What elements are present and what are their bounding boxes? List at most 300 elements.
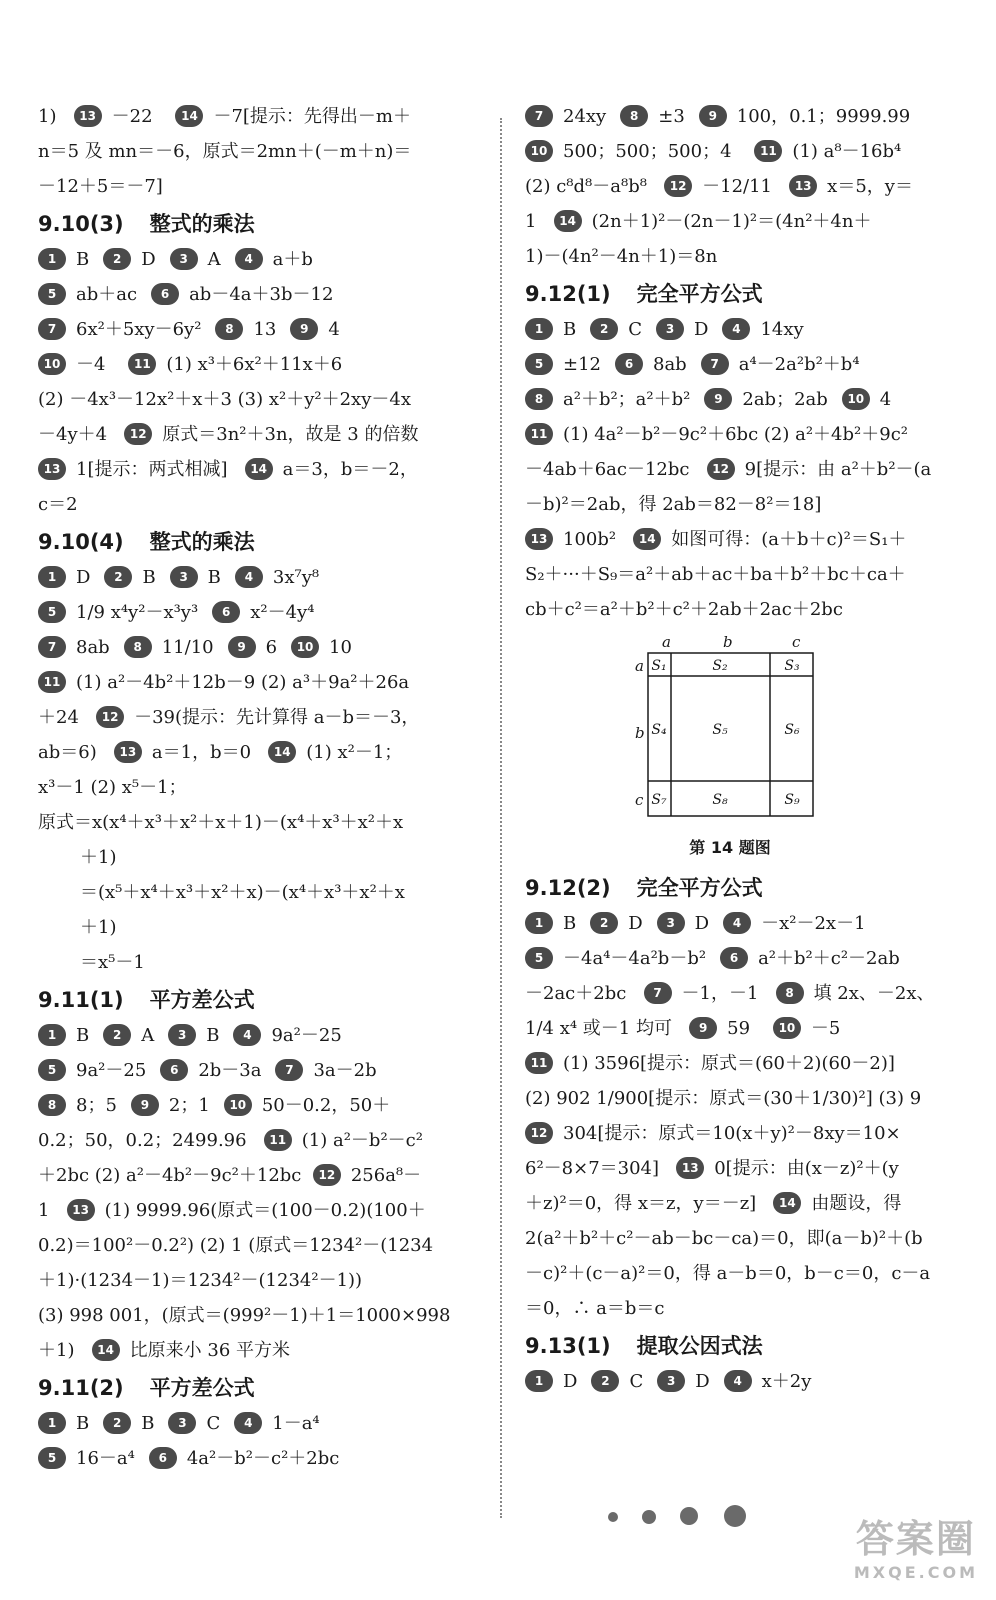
answer-text: D [76,567,91,588]
answer-item [224,1094,390,1118]
answer-text: 3a－2b [313,1060,377,1081]
answer-text: ±3 [658,106,685,127]
answer-line: 0.2)＝100²－0.2²) (2) 1 (原式＝1234²－(1234 [38,1235,434,1256]
answer-item [215,318,276,342]
left-column [38,105,478,1482]
question-number-badge: 1 [38,1024,66,1046]
question-number-badge: 3 [656,318,684,340]
cell-s3: S₃ [784,658,800,674]
answer-text: D [141,249,156,270]
answer-text: B [206,1025,220,1046]
answer-item [701,353,860,377]
answer-text: 4a²－b²－c²＋2bc [186,1448,340,1469]
answer-line: －2ac＋2bc 7 －1，－1 8 填 2x、－2x、 [525,983,935,1004]
question-number-badge: 4 [233,1024,261,1046]
area-diagram-svg [615,633,815,823]
answer-row [525,947,965,971]
answer-item [170,248,221,272]
right-column [525,105,965,1405]
answer-line: 11 (1) a²－4b²＋12b－9 (2) a³＋9a²＋26a [38,671,478,695]
answer-item [228,636,277,660]
answer-text: D [563,1371,578,1392]
answer-text: 2ab；2ab [742,389,828,410]
answer-line: cb＋c²＝a²＋b²＋c²＋2ab＋2ac＋2bc [525,599,843,620]
answer-item [168,1024,219,1048]
section-heading: 9.12(2) 完全平方公式 [525,876,763,900]
answer-line: x³－1 (2) x⁵－1； [38,777,187,798]
question-number-badge: 9 [228,636,256,658]
answer-text: 4 [328,319,340,340]
question-number-badge: 10 [525,140,553,162]
answer-line: －12＋5＝－7] [38,176,163,197]
question-number-badge: 8 [124,636,152,658]
question-number-badge: 7 [275,1059,303,1081]
answer-item [290,318,339,342]
answer-text: C [629,1371,644,1392]
decoration-dot [642,1510,656,1524]
answer-line: (2) －4x³－12x²＋x＋3 (3) x²＋y²＋2xy－4x [38,389,411,410]
answer-item [724,1370,812,1394]
section-heading: 9.11(2) 平方差公式 [38,1376,255,1400]
question-number-badge: 4 [724,1370,752,1392]
answer-item [723,912,865,936]
question-number-badge: 2 [103,248,131,270]
answer-item [38,1447,135,1471]
question-number-badge: 4 [235,248,263,270]
question-number-badge: 14 [268,741,296,763]
answer-row [525,105,965,129]
answer-text: 1－a⁴ [272,1413,320,1434]
answer-item [103,1412,154,1436]
question-number-badge: 6 [160,1059,188,1081]
answer-item [38,636,110,660]
answer-text: 24xy [563,106,607,127]
answer-item [657,912,709,936]
answer-line: (2) c⁸d⁸－a⁸b⁸ 12 －12/11 13 x＝5，y＝ [525,176,913,197]
answer-row [38,248,478,272]
answer-item [722,318,803,342]
answer-item [704,388,827,412]
answer-text: B [563,319,577,340]
answer-item [720,947,900,971]
answer-text: B [563,913,577,934]
answer-line: ＝(x⁵＋x⁴＋x³＋x²＋x)－(x⁴＋x³＋x²＋x [80,882,405,903]
answer-text: －4a⁴－4a²b－b² [563,948,707,969]
answer-item [38,283,137,307]
answer-item [168,1412,220,1436]
question-number-badge: 12 [96,706,124,728]
question-number-badge: 3 [170,248,198,270]
answer-line: 1 13 (1) 9999.96(原式＝(100－0.2)(100＋ [38,1200,426,1221]
question-number-badge: 2 [590,318,618,340]
question-number-badge: 1 [525,318,553,340]
question-number-badge: 5 [38,1059,66,1081]
answer-item [103,1024,154,1048]
answer-item [151,283,333,307]
question-number-badge: 3 [170,566,198,588]
answer-text: B [207,567,221,588]
answer-line: ＋24 12 －39(提示：先计算得 a－b＝－3， [38,707,420,728]
answer-line: 10 500；500；500；4 11 (1) a⁸－16b⁴ [525,140,965,164]
answer-row [38,1094,478,1118]
answer-item [38,566,90,590]
cell-s7: S₇ [651,792,667,808]
answer-text: 2；1 [168,1095,210,1116]
answer-text: 8ab [76,637,110,658]
question-number-badge: 6 [212,601,240,623]
question-number-badge: 5 [38,601,66,623]
question-number-badge: 11 [525,1052,553,1074]
answer-line: 0.2；50，0.2；2499.96 11 (1) a²－b²－c² [38,1130,423,1151]
answer-line: 13 100b² 14 如图可得：(a＋b＋c)²＝S₁＋ [525,528,965,552]
answer-line: 1)－(4n²－4n＋1)＝8n [525,246,718,267]
answer-row [38,283,478,307]
answer-item [699,105,910,129]
question-number-badge: 12 [707,458,735,480]
cell-s5: S₅ [712,722,728,738]
question-number-badge: 8 [38,1094,66,1116]
answer-item [590,912,642,936]
section-heading: 9.11(1) 平方差公式 [38,988,255,1012]
answer-text: 10 [329,637,352,658]
question-number-badge: 3 [657,1370,685,1392]
answer-text: 16－a⁴ [76,1448,135,1469]
answer-row [525,388,965,412]
cell-s1: S₁ [651,658,667,674]
question-number-badge: 14 [245,458,273,480]
question-number-badge: 13 [114,741,142,763]
cell-s9: S₉ [784,792,800,808]
answer-line: (2) 902 1/900[提示：原式＝(30＋1/30)²] (3) 9 [525,1088,922,1109]
cell-s6: S₆ [784,722,800,738]
answer-line: ＝0，∴ a＝b＝c [525,1298,665,1319]
answer-row [38,318,478,342]
question-number-badge: 10 [291,636,319,658]
answer-text: a²＋b²＋c²－2ab [758,948,900,969]
question-number-badge: 2 [104,566,132,588]
question-number-badge: 14 [92,1339,120,1361]
answer-line: 2(a²＋b²＋c²－ab－bc－ca)＝0，即(a－b)²＋(b [525,1228,923,1249]
answer-text: 6x²＋5xy－6y² [76,319,202,340]
answer-line: ＋z)²＝0，得 x＝z，y＝－z] 14 由题设，得 [525,1193,902,1214]
question-number-badge: 13 [74,105,102,127]
question-number-badge: 6 [615,353,643,375]
decoration-dot [608,1512,618,1522]
cell-s8: S₈ [712,792,728,808]
side-label-b: b [635,724,645,742]
answer-text: 11/10 [161,637,214,658]
answer-line: 13 1[提示：两式相减] 14 a＝3，b＝－2， [38,458,478,482]
answer-line: 11 (1) 4a²－b²－9c²＋6bc (2) a²＋4b²＋9c² [525,423,965,447]
answer-line: －c)²＋(c－a)²＝0，得 a－b＝0，b－c＝0，c－a [525,1263,931,1284]
answer-text: 1/9 x⁴y²－x³y³ [76,602,199,623]
answer-item [525,388,690,412]
answer-text: 4 [879,389,892,410]
answer-item [235,248,313,272]
cell-s2: S₂ [712,658,728,674]
watermark-url: MXQE.COM [853,1563,978,1582]
question-number-badge: 13 [676,1157,704,1179]
answer-row [38,636,478,660]
answer-row [525,1370,965,1394]
answer-line: 12 304[提示：原式＝10(x＋y)²－8xy＝10× [525,1122,965,1146]
answer-text: 6 [265,637,278,658]
question-number-badge: 1 [525,912,553,934]
answer-line: n＝5 及 mn＝－6，原式＝2mn＋(－m＋n)＝ [38,141,412,162]
answer-text: ±12 [563,354,601,375]
question-number-badge: 4 [235,566,263,588]
answer-item [131,1094,210,1118]
question-number-badge: 5 [525,353,553,375]
site-watermark [854,1508,978,1582]
answer-item [525,1370,577,1394]
answer-item [124,636,214,660]
section-heading: 9.13(1) 提取公因式法 [525,1334,763,1358]
answer-item [234,1412,319,1436]
question-number-badge: 3 [168,1024,196,1046]
answer-text: －x²－2x－1 [761,913,866,934]
answer-line: ＋1) [80,917,117,938]
question-number-badge: 9 [689,1017,717,1039]
answer-item [104,566,155,590]
section-heading: 9.10(4) 整式的乘法 [38,530,255,554]
question-number-badge: 7 [644,982,672,1004]
answer-item [620,105,685,129]
answer-row [525,318,965,342]
question-number-badge: 6 [149,1447,177,1469]
answer-item [525,912,576,936]
question-number-badge: 4 [723,912,751,934]
answer-text: ab＋ac [76,284,138,305]
answer-text: a⁴－2a²b²＋b⁴ [738,354,860,375]
answer-text: B [141,1413,155,1434]
answer-text: 50－0.2，50＋ [261,1095,391,1116]
answer-item [38,248,89,272]
answer-item [38,1024,89,1048]
answer-line: 1 14 (2n＋1)²－(2n－1)²＝(4n²＋4n＋ [525,211,872,232]
answer-item [38,1412,89,1436]
answer-text: 3x⁷y⁸ [272,567,320,588]
answer-text: D [694,319,709,340]
answer-item [235,566,319,590]
answer-line: －b)²＝2ab，得 2ab＝82－8²＝18] [525,494,822,515]
answer-row [38,566,478,590]
answer-text: ab－4a＋3b－12 [189,284,334,305]
answer-text: B [76,1413,90,1434]
question-number-badge: 13 [67,1199,95,1221]
answer-item [525,353,601,377]
question-number-badge: 14 [633,528,661,550]
answer-text: 8ab [653,354,687,375]
decoration-dot [724,1505,746,1527]
question-number-badge: 6 [151,283,179,305]
question-number-badge: 8 [525,388,553,410]
question-number-badge: 7 [701,353,729,375]
answer-item [525,105,606,129]
answer-line: S₂＋···＋S₉＝a²＋ab＋ac＋ba＋b²＋bc＋ca＋ [525,564,906,585]
answer-item [275,1059,376,1083]
question-number-badge: 8 [620,105,648,127]
question-number-badge: 2 [590,912,618,934]
question-number-badge: 6 [720,947,748,969]
answer-line: c＝2 [38,494,78,515]
answer-line: 1) 13 －22 14 －7[提示：先得出－m＋ [38,106,411,127]
answer-line: －4y＋4 12 原式＝3n²＋3n，故是 3 的倍数 [38,424,419,445]
side-label-a: a [635,657,644,675]
question-number-badge: 3 [168,1412,196,1434]
section-heading: 9.12(1) 完全平方公式 [525,282,763,306]
question-number-badge: 1 [38,566,66,588]
answer-row [38,601,478,625]
question-number-badge: 3 [657,912,685,934]
answer-text: x＋2y [761,1371,812,1392]
answer-item [233,1024,341,1048]
question-number-badge: 1 [38,1412,66,1434]
question-number-badge: 8 [215,318,243,340]
question-number-badge: 14 [175,105,203,127]
answer-line: 1/4 x⁴ 或－1 均可 9 59 10 －5 [525,1018,841,1039]
answer-row [38,1447,478,1471]
answer-text: 100，0.1；9999.99 [736,106,911,127]
question-number-badge: 4 [234,1412,262,1434]
answer-line: ＝x⁵－1 [80,952,145,973]
answer-item [657,1370,709,1394]
question-number-badge: 10 [842,388,870,410]
answer-item [291,636,352,660]
question-number-badge: 1 [525,1370,553,1392]
answer-row [38,1059,478,1083]
answer-item [615,353,687,377]
question-number-badge: 14 [773,1192,801,1214]
answer-line: 10 －4 11 (1) x³＋6x²＋11x＋6 [38,353,478,377]
question-number-badge: 11 [264,1129,292,1151]
question-number-badge: 11 [525,423,553,445]
question-number-badge: 9 [704,388,732,410]
top-label-b: b [723,633,733,651]
question-number-badge: 11 [128,353,156,375]
column-divider [500,118,502,1518]
question-number-badge: 7 [38,636,66,658]
question-number-badge: 5 [38,1447,66,1469]
answer-text: 14xy [760,319,804,340]
answer-line: －4ab＋6ac－12bc 12 9[提示：由 a²＋b²－(a [525,459,932,480]
answer-item [525,947,706,971]
answer-item [656,318,708,342]
question-number-badge: 8 [776,982,804,1004]
question-number-badge: 9 [699,105,727,127]
question-number-badge: 5 [525,947,553,969]
question-number-badge: 9 [131,1094,159,1116]
watermark-logo-text: 答案圈 [855,1517,976,1561]
question-number-badge: 12 [313,1164,341,1186]
answer-row [38,1024,478,1048]
question-number-badge: 12 [525,1122,553,1144]
answer-text: A [141,1025,155,1046]
answer-line: (3) 998 001，(原式＝(999²－1)＋1＝1000×998 [38,1305,451,1326]
section-heading: 9.10(3) 整式的乘法 [38,212,255,236]
answer-text: 9a²－25 [271,1025,342,1046]
answer-item [842,388,891,412]
question-number-badge: 13 [525,528,553,550]
side-label-c: c [635,791,644,809]
question-number-badge: 9 [290,318,318,340]
answer-item [591,1370,643,1394]
question-number-badge: 2 [103,1024,131,1046]
answer-row [525,912,965,936]
answer-text: D [695,1371,710,1392]
answer-row [525,353,965,377]
answer-text: A [207,249,221,270]
question-number-badge: 1 [38,248,66,270]
question-number-badge: 14 [554,210,582,232]
question-number-badge: 11 [38,671,66,693]
answer-text: 9a²－25 [76,1060,147,1081]
answer-text: C [206,1413,221,1434]
answer-text: B [76,1025,90,1046]
square-diagram [525,633,965,827]
answer-text: x²－4y⁴ [250,602,315,623]
question-number-badge: 4 [722,318,750,340]
answer-text: C [628,319,643,340]
figure-caption: 第 14 题图 [689,838,771,857]
question-number-badge: 13 [38,458,66,480]
answer-text: a²＋b²；a²＋b² [563,389,691,410]
answer-line: 6²－8×7＝304] 13 0[提示：由(x－z)²＋(y [525,1158,899,1179]
answer-text: B [76,249,90,270]
cell-s4: S₄ [651,722,667,738]
question-number-badge: 10 [773,1017,801,1039]
answer-text: 13 [253,319,277,340]
answer-item [38,601,198,625]
answer-line: ＋1) 14 比原来小 36 平方米 [38,1340,291,1361]
answer-item [212,601,314,625]
answer-item [590,318,642,342]
top-label-c: c [792,633,801,651]
answer-item [38,1059,146,1083]
answer-item [525,318,576,342]
answer-item [38,318,201,342]
decoration-dot [680,1507,698,1525]
answer-line: ＋2bc (2) a²－4b²－9c²＋12bc 12 256a⁸－ [38,1165,422,1186]
answer-text: a＋b [272,249,313,270]
question-number-badge: 5 [38,283,66,305]
answer-line: ab＝6) 13 a＝1，b＝0 14 (1) x²－1； [38,742,403,763]
answer-item [170,566,221,590]
question-number-badge: 2 [591,1370,619,1392]
question-number-badge: 7 [525,105,553,127]
top-label-a: a [662,633,671,651]
answer-row [38,1412,478,1436]
answer-item [103,248,155,272]
question-number-badge: 13 [789,175,817,197]
question-number-badge: 12 [124,423,152,445]
answer-item [160,1059,261,1083]
question-number-badge: 11 [754,140,782,162]
answer-line: 原式＝x(x⁴＋x³＋x²＋x＋1)－(x⁴＋x³＋x²＋x [38,812,404,833]
answer-text: 8；5 [76,1095,117,1116]
answer-item [149,1447,340,1471]
answer-text: D [628,913,643,934]
answer-text: 2b－3a [198,1060,262,1081]
answer-item [38,1094,117,1118]
answer-line: 11 (1) 3596[提示：原式＝(60＋2)(60－2)] [525,1052,965,1076]
answer-line: ＋1) [80,847,117,868]
question-number-badge: 10 [224,1094,252,1116]
answer-text: B [142,567,156,588]
question-number-badge: 12 [664,175,692,197]
question-number-badge: 10 [38,353,66,375]
question-number-badge: 7 [38,318,66,340]
